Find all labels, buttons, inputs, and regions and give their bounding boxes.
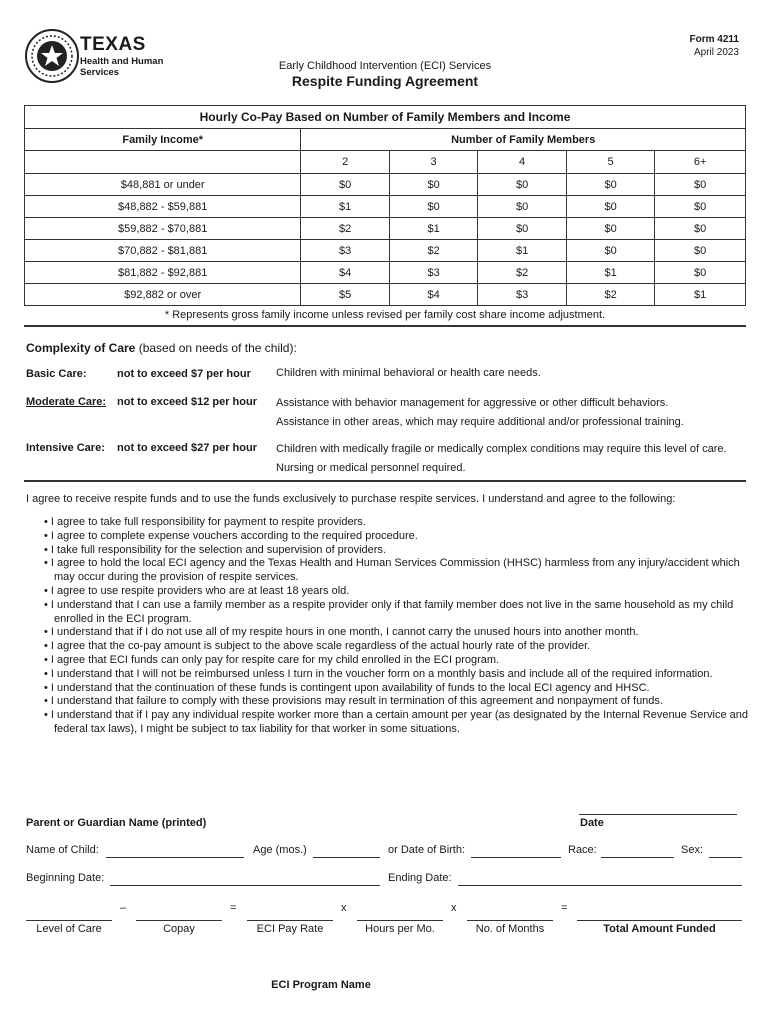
total-amount-field[interactable] (577, 920, 742, 921)
copay-amount: $1 (301, 196, 389, 218)
agreement-intro: I agree to receive respite funds and to use the funds exclusively to purchase respite services. I understand and agree to the following: (26, 493, 676, 505)
intensive-care-desc: Children with medically fragile or medically complex conditions may require this level of care. Nursing or medical personnel required. (276, 443, 727, 474)
income-header: Family Income* (25, 129, 301, 151)
total-amount-label: Total Amount Funded (603, 923, 716, 935)
income-range: $59,882 - $70,881 (25, 218, 301, 240)
level-of-care-field[interactable] (26, 920, 112, 921)
copay-amount: $3 (478, 284, 566, 306)
copay-amount: $0 (655, 262, 746, 284)
race-label: Race: (568, 844, 597, 856)
dob-label: or Date of Birth: (388, 844, 466, 856)
copay-amount: $0 (566, 174, 654, 196)
copay-amount: $0 (478, 218, 566, 240)
divider (24, 480, 746, 482)
dob-field[interactable] (471, 857, 561, 858)
member-count: 5 (566, 151, 654, 174)
moderate-care-desc: Assistance with behavior management for aggressive or other difficult behaviors. Assistance in other areas, which may require additional and/or professional training. (276, 397, 684, 428)
agreement-item: • I understand that I can use a family member as a respite provider only if that family member does not live in the same household as my child enrolled in the ECI program. (44, 598, 734, 625)
hours-per-month-field[interactable] (357, 920, 443, 921)
copay-row (25, 196, 746, 218)
agreement-item: • I agree to use respite providers who are at least 18 years old. (44, 584, 350, 597)
eci-program-name-label: ECI Program Name (271, 979, 371, 991)
copay-amount: $3 (301, 240, 389, 262)
copay-amount: $0 (301, 174, 389, 196)
times-operator: x (451, 902, 457, 914)
form-title: Respite Funding Agreement (291, 73, 479, 89)
copay-amount: $1 (389, 218, 477, 240)
income-range: $70,882 - $81,881 (25, 240, 301, 262)
agreement-item: • I agree that the co-pay amount is subject to the above scale regardless of the actual hourly rate of the provider. (44, 640, 591, 653)
copay-amount: $1 (478, 240, 566, 262)
copay-amount: $2 (301, 218, 389, 240)
agreement-list (44, 516, 749, 737)
copay-field[interactable] (136, 920, 222, 921)
equals-operator: = (561, 902, 568, 914)
agreement-item: • I agree to take full responsibility for payment to respite providers. (44, 516, 366, 528)
agreement-item: • I take full responsibility for the selection and supervision of providers. (44, 543, 386, 556)
agreement-item: • I understand that failure to comply with these provisions may result in termination of this agreement and nonpayment of funds. (44, 695, 663, 708)
copay-amount: $2 (566, 284, 654, 306)
date-label: Date (580, 817, 604, 829)
basic-care-desc: Children with minimal behavioral or health care needs. (276, 367, 541, 379)
copay-amount: $0 (566, 218, 654, 240)
child-name-label: Name of Child: (26, 844, 99, 856)
sex-label: Sex: (681, 844, 704, 856)
hours-per-month-label: Hours per Mo. (365, 923, 435, 935)
copay-amount: $0 (655, 218, 746, 240)
copay-amount: $1 (655, 284, 746, 306)
copay-row (25, 240, 746, 262)
sex-field[interactable] (709, 857, 742, 858)
copay-amount: $0 (566, 240, 654, 262)
agreement-item: • I understand that if I do not use all of my respite hours in one month, I cannot carry the unused hours into another month. (44, 626, 639, 639)
copay-amount: $0 (478, 174, 566, 196)
moderate-care-limit: not to exceed $12 per hour (117, 396, 257, 408)
agreement-item: • I understand that I will not be reimbursed unless I turn in the voucher form on a monthly basis and include all of the required information. (44, 667, 713, 680)
copay-row (25, 284, 746, 306)
intensive-care-label: Intensive Care: (26, 442, 105, 454)
copay-row (25, 218, 746, 240)
agreement-item: • I understand that if I pay any individual respite worker more than a certain amount per year (as designated by the Internal Revenue Service and federal tax laws), I might be subject to tax liability for that worker in some situations. (44, 709, 748, 735)
moderate-care-label: Moderate Care: (26, 396, 107, 408)
copay-amount: $0 (655, 196, 746, 218)
equals-operator: = (230, 902, 237, 914)
agency-subname: Health and Human Services (80, 56, 164, 78)
eci-pay-rate-label: ECI Pay Rate (256, 923, 324, 935)
basic-care-label: Basic Care: (26, 368, 87, 380)
beginning-date-label: Beginning Date: (26, 872, 105, 884)
level-of-care-label: Level of Care (36, 923, 102, 935)
copay-amount: $4 (389, 284, 477, 306)
income-range: $81,882 - $92,881 (25, 262, 301, 284)
parent-name-label: Parent or Guardian Name (printed) (26, 817, 207, 829)
member-count: 2 (301, 151, 389, 174)
copay-row (25, 174, 746, 196)
months-field[interactable] (467, 920, 553, 921)
beginning-date-field[interactable] (110, 885, 380, 886)
intensive-care-limit: not to exceed $27 per hour (117, 442, 257, 454)
copay-amount: $3 (389, 262, 477, 284)
divider (24, 325, 746, 327)
copay-table (24, 105, 746, 306)
income-range: $48,882 - $59,881 (25, 196, 301, 218)
copay-label: Copay (163, 923, 195, 935)
minus-operator: – (120, 902, 127, 914)
income-range: $48,881 or under (25, 174, 301, 196)
copay-amount: $0 (566, 196, 654, 218)
age-label: Age (mos.) (253, 844, 307, 856)
child-name-field[interactable] (106, 857, 244, 858)
agreement-item: • I understand that the continuation of these funds is contingent upon availability of funds to the local ECI agency and HHSC. (44, 681, 650, 694)
copay-amount: $0 (389, 174, 477, 196)
agreement-item: • I agree to complete expense vouchers according to the required procedure. (44, 529, 418, 542)
copay-amount: $2 (389, 240, 477, 262)
member-count: 4 (478, 151, 566, 174)
form-date: April 2023 (693, 47, 739, 58)
copay-row (25, 262, 746, 284)
eci-pay-rate-field[interactable] (247, 920, 333, 921)
agreement-item: • I agree that ECI funds can only pay for respite care for my child enrolled in the ECI program. (44, 653, 500, 666)
agency-name: TEXAS (80, 34, 146, 55)
copay-amount: $5 (301, 284, 389, 306)
copay-amount: $4 (301, 262, 389, 284)
form-number: Form 4211 (689, 34, 739, 45)
times-operator: x (341, 902, 347, 914)
copay-amount: $0 (655, 240, 746, 262)
ending-date-label: Ending Date: (388, 872, 452, 884)
agreement-item: • I agree to hold the local ECI agency and the Texas Health and Human Services Commission (HHSC) harmless from any injury/accident which may occur during the provision of respite services. (44, 557, 740, 584)
income-range: $92,882 or over (25, 284, 301, 306)
months-label: No. of Months (475, 923, 545, 935)
copay-amount: $0 (478, 196, 566, 218)
copay-amount: $1 (566, 262, 654, 284)
race-field[interactable] (601, 857, 674, 858)
complexity-title: Complexity of Care (based on needs of the child): (26, 341, 297, 355)
date-signature-line[interactable] (579, 814, 737, 815)
copay-table-title: Hourly Co-Pay Based on Number of Family Members and Income (25, 106, 746, 129)
age-field[interactable] (313, 857, 380, 858)
ending-date-field[interactable] (458, 885, 742, 886)
basic-care-limit: not to exceed $7 per hour (117, 368, 251, 380)
form-subtitle: Early Childhood Intervention (ECI) Services (278, 60, 492, 72)
copay-amount: $2 (478, 262, 566, 284)
copay-amount: $0 (389, 196, 477, 218)
income-footnote: * Represents gross family income unless revised per family cost share income adjustment. (164, 309, 606, 321)
members-header: Number of Family Members (301, 129, 746, 151)
member-count: 3 (389, 151, 477, 174)
copay-amount: $0 (655, 174, 746, 196)
member-count: 6+ (655, 151, 746, 174)
